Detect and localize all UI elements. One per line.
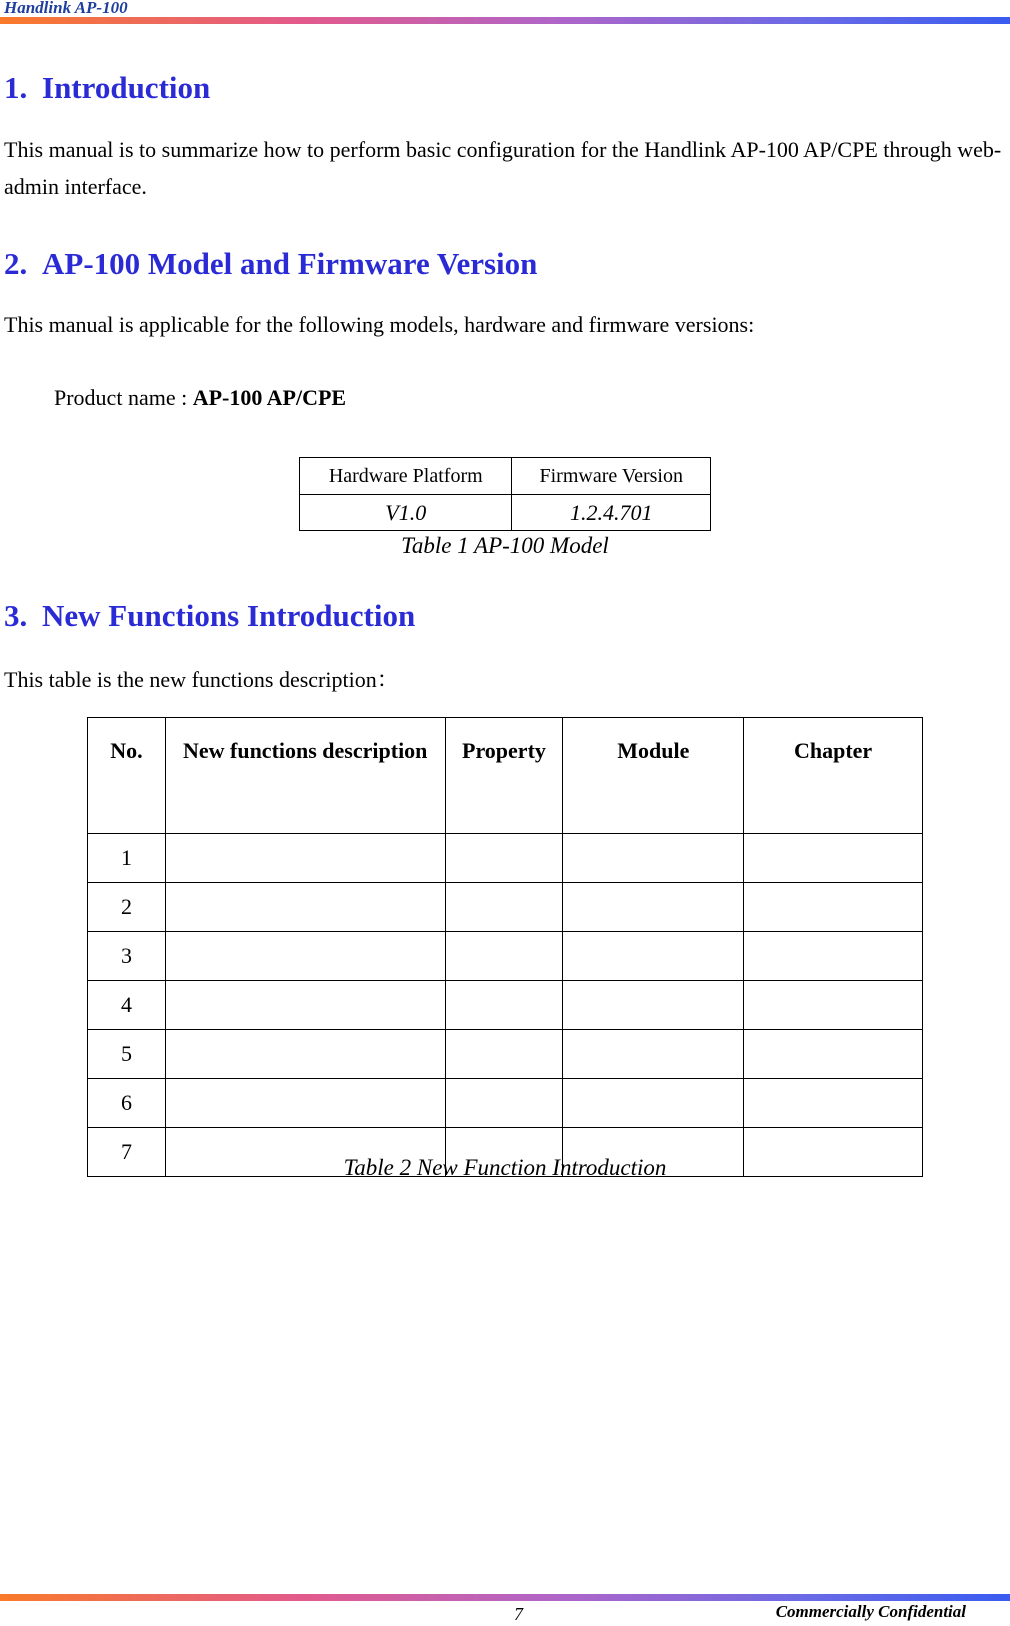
table-header-cell: New functions description bbox=[165, 718, 445, 834]
table-cell bbox=[744, 883, 923, 932]
table-2-caption: Table 2 New Function Introduction bbox=[343, 1155, 667, 1180]
table-cell bbox=[563, 932, 744, 981]
section-2-title: AP-100 Model and Firmware Version bbox=[42, 246, 538, 281]
table-1-caption: Table 1 AP-100 Model bbox=[401, 533, 609, 558]
table-cell bbox=[563, 834, 744, 883]
table-cell bbox=[563, 981, 744, 1030]
document-header-title: Handlink AP-100 bbox=[4, 0, 128, 17]
table-row bbox=[88, 883, 923, 932]
table-cell: 3 bbox=[88, 932, 166, 981]
table-cell bbox=[165, 883, 445, 932]
model-table bbox=[299, 457, 711, 531]
table-cell bbox=[445, 1079, 563, 1128]
new-functions-table bbox=[87, 717, 923, 1177]
table-row bbox=[88, 1030, 923, 1079]
table-cell bbox=[563, 883, 744, 932]
section-1-number: 1. bbox=[4, 70, 28, 105]
table-cell bbox=[445, 834, 563, 883]
section-1-heading bbox=[4, 70, 210, 106]
table-header-cell: Firmware Version bbox=[512, 458, 711, 495]
table-cell bbox=[165, 981, 445, 1030]
product-value: AP-100 AP/CPE bbox=[192, 385, 347, 410]
product-line bbox=[54, 385, 346, 411]
table-header-cell: Chapter bbox=[744, 718, 923, 834]
table-cell bbox=[165, 932, 445, 981]
product-label: Product name : bbox=[54, 385, 193, 410]
table-cell bbox=[445, 981, 563, 1030]
page-number: 7 bbox=[514, 1604, 523, 1624]
confidentiality-notice: Commercially Confidential bbox=[775, 1602, 966, 1621]
table-cell bbox=[445, 932, 563, 981]
section-2-body: This manual is applicable for the following models, hardware and firmware versions: bbox=[4, 312, 755, 337]
section-3-number: 3. bbox=[4, 598, 28, 633]
table-cell bbox=[744, 834, 923, 883]
table-cell bbox=[165, 1079, 445, 1128]
table-cell: 6 bbox=[88, 1079, 166, 1128]
table-cell: 5 bbox=[88, 1030, 166, 1079]
table-cell bbox=[445, 1030, 563, 1079]
table-cell: 2 bbox=[88, 883, 166, 932]
table-cell: 1 bbox=[88, 834, 166, 883]
section-3-heading bbox=[4, 598, 415, 634]
table-cell bbox=[744, 932, 923, 981]
section-3-title: New Functions Introduction bbox=[42, 598, 416, 633]
table-header-row bbox=[300, 458, 711, 495]
table-cell bbox=[563, 1079, 744, 1128]
table-header-cell: Module bbox=[563, 718, 744, 834]
table-header-cell: Hardware Platform bbox=[300, 458, 512, 495]
table-cell bbox=[445, 883, 563, 932]
table-row bbox=[88, 932, 923, 981]
table-cell: 4 bbox=[88, 981, 166, 1030]
table-row bbox=[300, 495, 711, 531]
table-cell bbox=[744, 981, 923, 1030]
table-cell: 1.2.4.701 bbox=[512, 495, 711, 531]
table-cell: V1.0 bbox=[300, 495, 512, 531]
table-cell bbox=[165, 1030, 445, 1079]
section-1-title: Introduction bbox=[42, 70, 211, 105]
section-1-body: This manual is to summarize how to perform basic configuration for the Handlink AP-100 AP/CPE through web-admin interface. bbox=[4, 137, 1002, 199]
header-gradient-bar bbox=[0, 17, 1010, 24]
table-header-row bbox=[88, 718, 923, 834]
table-cell: 7 bbox=[88, 1128, 166, 1177]
table-header-cell: No. bbox=[88, 718, 166, 834]
section-2-heading bbox=[4, 246, 537, 282]
section-2-number: 2. bbox=[4, 246, 28, 281]
table-row bbox=[88, 981, 923, 1030]
table-cell bbox=[744, 1079, 923, 1128]
table-cell bbox=[165, 834, 445, 883]
table-header-cell: Property bbox=[445, 718, 563, 834]
table-cell bbox=[744, 1030, 923, 1079]
table-cell bbox=[563, 1030, 744, 1079]
table-row bbox=[88, 834, 923, 883]
footer-gradient-bar bbox=[0, 1594, 1010, 1601]
table-row bbox=[88, 1079, 923, 1128]
section-3-body: This table is the new functions description： bbox=[4, 667, 399, 692]
